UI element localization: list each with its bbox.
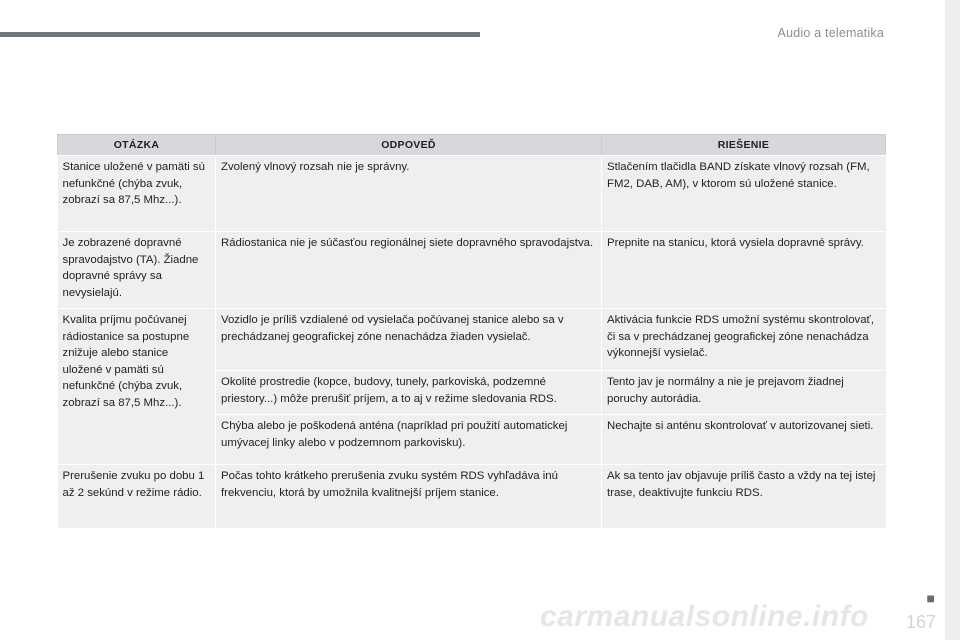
question-cell: Je zobrazené dopravné spravodajstvo (TA). Žiadne dopravné správy sa nevysielajú. — [58, 232, 216, 309]
answer-cell: Chýba alebo je poškodená anténa (napríklad pri použití automatickej umývacej linky alebo v podzemnom parkovisku). — [216, 415, 602, 465]
column-header-solution: RIEŠENIE — [602, 135, 886, 156]
answer-cell: Vozidlo je príliš vzdialené od vysielača počúvanej stanice alebo sa v prechádzanej geografickej zóne nenachádza žiaden vysielač. — [216, 309, 602, 371]
question-cell: Kvalita príjmu počúvanej rádiostanice sa postupne znižuje alebo stanice uložené v pamäti sú nefunkčné (chýba zvuk, zobrazí sa 87,5 Mhz...). — [58, 309, 216, 465]
question-cell: Stanice uložené v pamäti sú nefunkčné (chýba zvuk, zobrazí sa 87,5 Mhz...). — [58, 156, 216, 232]
solution-cell: Stlačením tlačidla BAND získate vlnový rozsah (FM, FM2, DAB, AM), v ktorom sú uložené stanice. — [602, 156, 886, 232]
watermark: carmanualsonline.info — [540, 600, 869, 633]
section-title: Audio a telematika — [777, 26, 884, 40]
table-row — [58, 465, 886, 529]
table-header-row — [58, 135, 886, 156]
page-number: 167 — [905, 612, 936, 632]
answer-cell: Okolité prostredie (kopce, budovy, tunely, parkoviská, podzemné priestory...) môže prerušiť príjem, a to aj v režime sledovania RDS. — [216, 371, 602, 415]
header-accent-bar — [0, 32, 480, 37]
solution-cell: Nechajte si anténu skontrolovať v autorizovanej sieti. — [602, 415, 886, 465]
solution-cell: Prepnite na stanicu, ktorá vysiela dopravné správy. — [602, 232, 886, 309]
column-header-answer: ODPOVEĎ — [216, 135, 602, 156]
table-row — [58, 309, 886, 371]
page-edge-strip — [945, 0, 960, 640]
answer-cell: Počas tohto krátkeho prerušenia zvuku systém RDS vyhľadáva inú frekvenciu, ktorá by umožnila kvalitnejší príjem stanice. — [216, 465, 602, 529]
faq-table — [57, 134, 886, 529]
solution-cell: Ak sa tento jav objavuje príliš často a vždy na tej istej trase, deaktivujte funkciu RDS. — [602, 465, 886, 529]
solution-cell: Tento jav je normálny a nie je prejavom žiadnej poruchy autorádia. — [602, 371, 886, 415]
answer-cell: Zvolený vlnový rozsah nie je správny. — [216, 156, 602, 232]
column-header-question: OTÁZKA — [58, 135, 216, 156]
answer-cell: Rádiostanica nie je súčasťou regionálnej siete dopravného spravodajstva. — [216, 232, 602, 309]
page-marker: ■ — [926, 590, 935, 606]
solution-cell: Aktivácia funkcie RDS umožní systému skontrolovať, či sa v prechádzanej geografickej zóne nenachádza výkonnejší vysielač. — [602, 309, 886, 371]
table-row — [58, 232, 886, 309]
table-row — [58, 156, 886, 232]
question-cell: Prerušenie zvuku po dobu 1 až 2 sekúnd v režime rádio. — [58, 465, 216, 529]
